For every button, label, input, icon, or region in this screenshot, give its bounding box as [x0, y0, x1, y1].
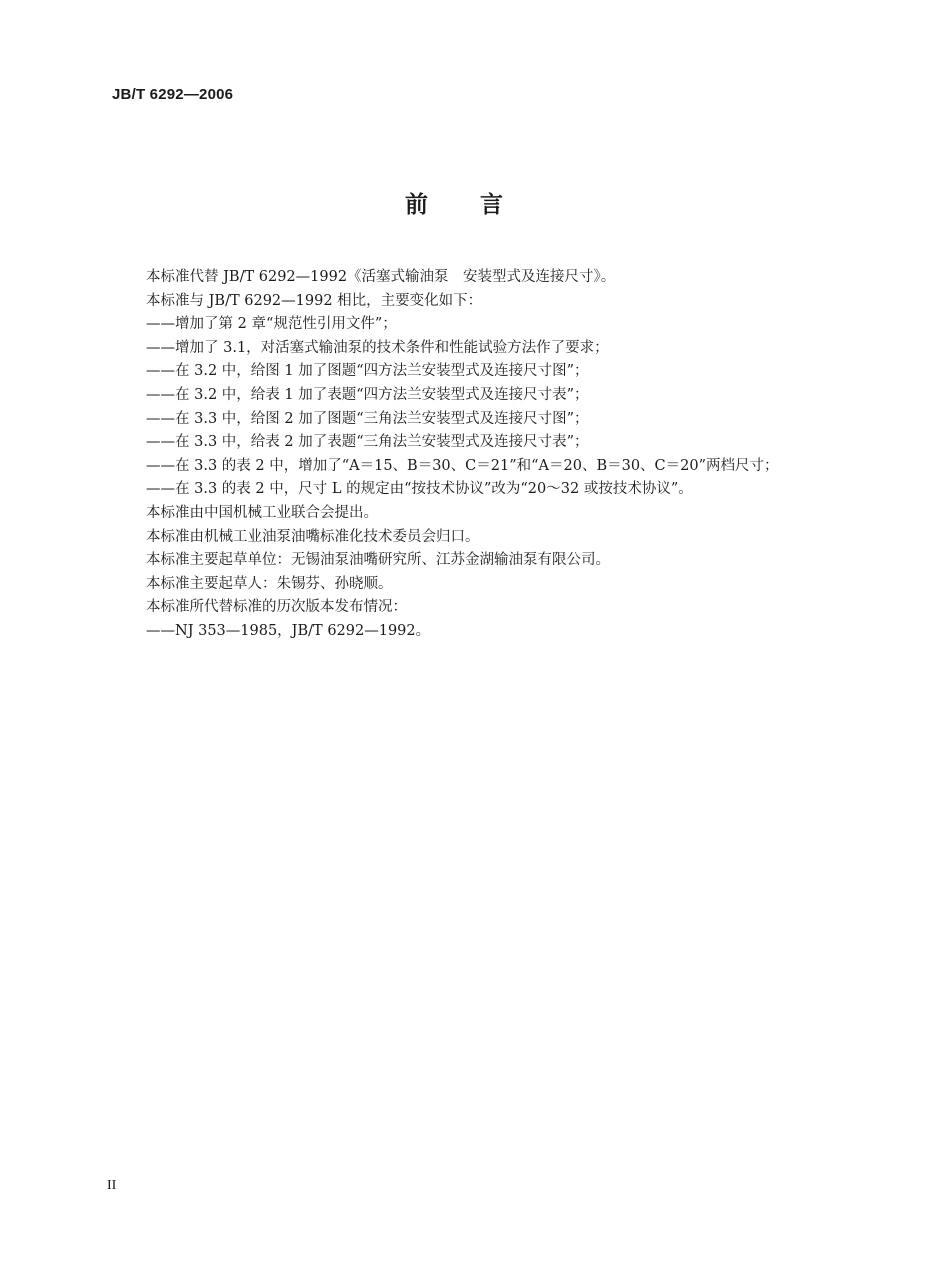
- body-line: ——在 3.3 的表 2 中，尺寸 L 的规定由“按技术协议”改为“20～32 或按技术协议”。: [146, 481, 693, 498]
- body-line: ——在 3.2 中，给表 1 加了表题“四方法兰安装型式及连接尺寸表”；: [146, 386, 589, 403]
- body-line: ——在 3.2 中，给图 1 加了图题“四方法兰安装型式及连接尺寸图”；: [146, 363, 589, 380]
- standard-code: JB/T 6292—2006: [112, 86, 234, 103]
- body-line: 本标准代替 JB/T 6292—1992《活塞式输油泵 安装型式及连接尺寸》。: [146, 269, 616, 285]
- body-line: 本标准所代替标准的历次版本发布情况：: [146, 599, 407, 616]
- document-body: [146, 266, 886, 644]
- body-line: ——在 3.3 的表 2 中，增加了“A＝15、B＝30、C＝21”和“A＝20、B＝30、C＝20”两档尺寸；: [146, 457, 779, 474]
- body-line: ——NJ 353—1985，JB/T 6292—1992。: [146, 622, 431, 639]
- body-line: ——增加了第 2 章“规范性引用文件”；: [146, 316, 397, 333]
- body-line: 本标准主要起草单位：无锡油泵油嘴研究所、江苏金湖输油泵有限公司。: [146, 552, 610, 569]
- body-line: ——在 3.3 中，给图 2 加了图题“三角法兰安装型式及连接尺寸图”；: [146, 410, 589, 427]
- page-title: 前言: [405, 192, 555, 218]
- body-line: 本标准由机械工业油泵油嘴标准化技术委员会归口。: [146, 528, 480, 545]
- page-number: II: [107, 1178, 117, 1193]
- body-line: 本标准主要起草人：朱锡芬、孙晓顺。: [146, 575, 393, 592]
- body-line: ——增加了 3.1，对活塞式输油泵的技术条件和性能试验方法作了要求；: [146, 339, 609, 356]
- body-line: ——在 3.3 中，给表 2 加了表题“三角法兰安装型式及连接尺寸表”；: [146, 434, 589, 451]
- body-line: 本标准与 JB/T 6292—1992 相比，主要变化如下：: [146, 292, 483, 309]
- body-line: 本标准由中国机械工业联合会提出。: [146, 504, 378, 521]
